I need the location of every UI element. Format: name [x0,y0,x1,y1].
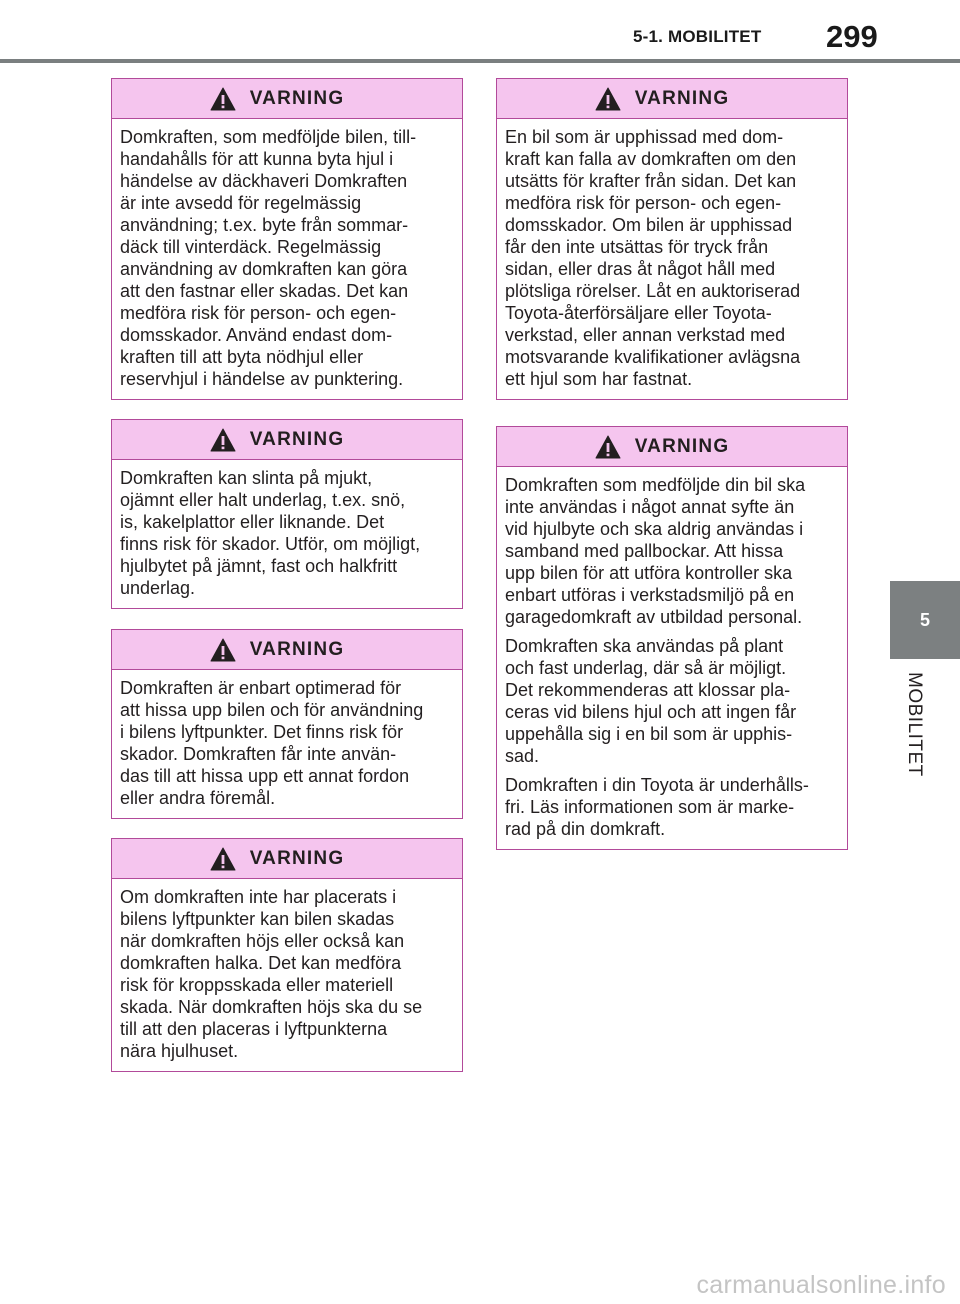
header-rule [0,59,960,63]
warning-line: att den fastnar eller skadas. Det kan [120,281,409,301]
warning-paragraph [120,126,454,390]
warning-line: däck till vinterdäck. Regelmässig [120,237,382,257]
warning-line: användning; t.ex. byte från sommar- [120,215,409,235]
warning-triangle-icon [210,428,236,452]
chapter-label [903,672,925,792]
warning-line: is, kakelplattor eller liknande. Det [120,512,385,532]
warning-line: medföra risk för person- och egen- [505,193,782,213]
warning-box [111,629,463,819]
warning-line: upp bilen för att utföra kontroller ska [505,563,793,583]
warning-line: sidan, eller dras åt något håll med [505,259,776,279]
warning-line: vid hjulbyte och ska aldrig användas i [505,519,804,539]
warning-line: skada. När domkraften höjs ska du se [120,997,423,1017]
warning-title: VARNING [249,428,345,450]
warning-line: fri. Läs informationen som är marke- [505,797,795,817]
warning-line: medföra risk för person- och egen- [120,303,397,323]
warning-paragraph [505,774,839,840]
warning-line: Domkraften i din Toyota är underhålls- [505,775,809,795]
warning-line: får den inte utsättas för tryck från [505,237,769,257]
warning-line: enbart utföras i verkstadsmiljö på en [505,585,795,605]
warning-title: VARNING [249,87,345,109]
warning-line: ojämnt eller halt underlag, t.ex. snö, [120,490,406,510]
warning-header [112,839,462,879]
warning-body [497,119,847,399]
warning-triangle-icon [595,87,621,111]
warning-body [112,460,462,608]
warning-box [496,78,848,400]
warning-body [112,670,462,818]
warning-line: Domkraften, som medföljde bilen, till- [120,127,417,147]
warning-triangle-icon [595,435,621,459]
warning-line: händelse av däckhaveri Domkraften [120,171,408,191]
chapter-tab: 5 [890,581,960,659]
warning-line: eller andra föremål. [120,788,276,808]
warning-line: ett hjul som har fastnat. [505,369,693,389]
warning-title: VARNING [634,435,730,457]
watermark: carmanualsonline.info [696,1271,946,1299]
warning-line: hjulbytet på jämnt, fast och halkfritt [120,556,398,576]
warning-line: samband med pallbockar. Att hissa [505,541,784,561]
warning-line: reservhjul i händelse av punktering. [120,369,404,389]
page-number: 299 [826,19,878,54]
warning-line: finns risk för skador. Utför, om möjligt, [120,534,421,554]
warning-line: att hissa upp bilen och för användning [120,700,424,720]
warning-box [111,78,463,400]
warning-line: utsätts för krafter från sidan. Det kan [505,171,797,191]
warning-line: inte användas i något annat syfte än [505,497,795,517]
warning-body [112,119,462,399]
warning-line: Det rekommenderas att klossar pla- [505,680,791,700]
warning-header [112,630,462,670]
warning-line: handahålls för att kunna byta hjul i [120,149,394,169]
warning-body [497,467,847,849]
warning-header [112,420,462,460]
warning-triangle-icon [210,87,236,111]
warning-title: VARNING [634,87,730,109]
warning-title: VARNING [249,638,345,660]
warning-line: sad. [505,746,540,766]
warning-line: till att den placeras i lyftpunkterna [120,1019,388,1039]
warning-line: motsvarande kvalifikationer avlägsna [505,347,801,367]
warning-paragraph [505,635,839,767]
warning-line: risk för kroppsskada eller materiell [120,975,394,995]
warning-line: rad på din domkraft. [505,819,666,839]
warning-paragraph [505,474,839,628]
warning-header [497,427,847,467]
warning-line: domsskador. Om bilen är upphissad [505,215,793,235]
warning-line: underlag. [120,578,196,598]
warning-line: verkstad, eller annan verkstad med [505,325,786,345]
warning-line: bilens lyftpunkter kan bilen skadas [120,909,395,929]
warning-line: Domkraften som medföljde din bil ska [505,475,806,495]
warning-box [111,838,463,1072]
warning-line: En bil som är upphissad med dom- [505,127,784,147]
warning-header [112,79,462,119]
warning-line: plötsliga rörelser. Låt en auktoriserad [505,281,801,301]
warning-paragraph [120,886,454,1062]
warning-line: skador. Domkraften får inte använ- [120,744,397,764]
warning-line: kraft kan falla av domkraften om den [505,149,797,169]
warning-box [111,419,463,609]
warning-header [497,79,847,119]
warning-paragraph [120,677,454,809]
warning-title: VARNING [249,847,345,869]
warning-line: uppehålla sig i en bil som är upphis- [505,724,793,744]
warning-line: är inte avsedd för regelmässig [120,193,362,213]
warning-line: Domkraften kan slinta på mjukt, [120,468,373,488]
warning-line: domsskador. Använd endast dom- [120,325,393,345]
warning-line: garagedomkraft av utbildad personal. [505,607,803,627]
warning-paragraph [505,126,839,390]
warning-line: kraften till att byta nödhjul eller [120,347,364,367]
warning-line: i bilens lyftpunkter. Det finns risk för [120,722,404,742]
warning-line: Domkraften är enbart optimerad för [120,678,402,698]
section-title: 5-1. MOBILITET [633,27,762,46]
warning-line: domkraften halka. Det kan medföra [120,953,402,973]
warning-line: Om domkraften inte har placerats i [120,887,397,907]
warning-line: nära hjulhuset. [120,1041,239,1061]
warning-paragraph [120,467,454,599]
warning-line: Domkraften ska användas på plant [505,636,784,656]
warning-triangle-icon [210,847,236,871]
warning-body [112,879,462,1071]
warning-line: ceras vid bilens hjul och att ingen får [505,702,797,722]
warning-box [496,426,848,850]
chapter-label-text: MOBILITET [904,672,925,777]
warning-triangle-icon [210,638,236,662]
warning-line: och fast underlag, där så är möjligt. [505,658,787,678]
warning-line: när domkraften höjs eller också kan [120,931,405,951]
warning-line: das till att hissa upp ett annat fordon [120,766,410,786]
warning-line: användning av domkraften kan göra [120,259,408,279]
warning-line: Toyota-återförsäljare eller Toyota- [505,303,772,323]
